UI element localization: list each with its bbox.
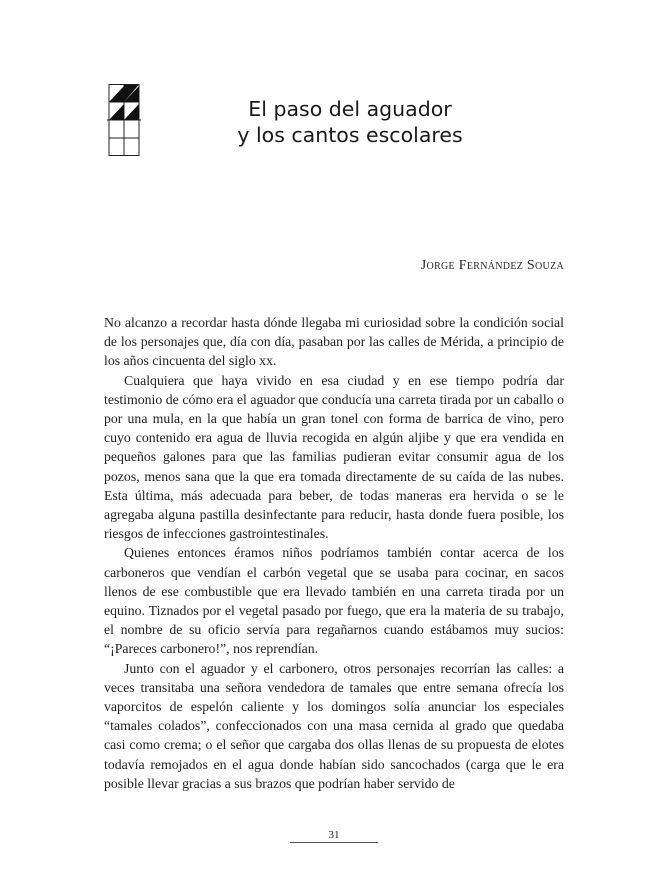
paragraph: Junto con el aguador y el carbonero, otros personajes recorrían las calles: a veces transitaba una señora vendedora de tamales que entre semana ofrecía los vaporcitos de espelón caliente y los domingos solía anunciar los especiales “tamales colados”, confeccionados con una masa cernida al grado que quedaba casi como crema; o el señor que cargaba dos ollas llenas de su propuesta de elotes todavía remojados en el agua donde habían sido sancochados (carga que le era posible llevar gracias a sus brazos que podrían haber servido de (104, 660, 564, 791)
page-number-rule (290, 842, 378, 843)
page-number: 31 (328, 829, 340, 841)
article-body (104, 313, 564, 793)
grid-triangle-emblem-icon (107, 84, 141, 156)
paragraph: Cualquiera que haya vivido en esa ciudad y en ese tiempo podría dar testimonio de cómo era el aguador que conducía una carreta tirada por un caballo o por una mula, en la que había un gran tonel con forma de barrica de vino, pero cuyo contenido era agua de lluvia recogida en algún aljibe y que era vendida en pequeños galones para que las familias pudieran evitar consumir agua de los pozos, menos sana que la que era tomada directamente de su caída de las nubes. Esta última, más adecuada para beber, de todas maneras era hervida o se le agregaba alguna pastilla desinfectante para reducir, hasta donde fuera posible, los riesgos de infecciones gastrointestinales. (104, 372, 564, 542)
article-title (215, 96, 485, 148)
paragraph: No alcanzo a recordar hasta dónde llegaba mi curiosidad sobre la condición social de los personajes que, día con día, pasaban por las calles de Mérida, a principio de los años cincuenta del siglo xx. (104, 315, 564, 369)
title-line-2: y los cantos escolares (237, 122, 463, 147)
paragraph: Quienes entonces éramos niños podríamos también contar acerca de los carboneros que vendían el carbón vegetal que se usaba para cocinar, en sacos llenos de ese combustible que era llevado también en una carreta tirada por un equino. Tiznados por el vegetal pasado por fuego, que era la materia de su trabajo, el nombre de su oficio servía para regañarnos cuando estábamos muy sucios: “¡Pareces carbonero!”, nos reprendían. (104, 545, 564, 657)
title-line-1: El paso del aguador (248, 96, 452, 121)
author-name: Jorge Fernández Souza (420, 258, 564, 273)
